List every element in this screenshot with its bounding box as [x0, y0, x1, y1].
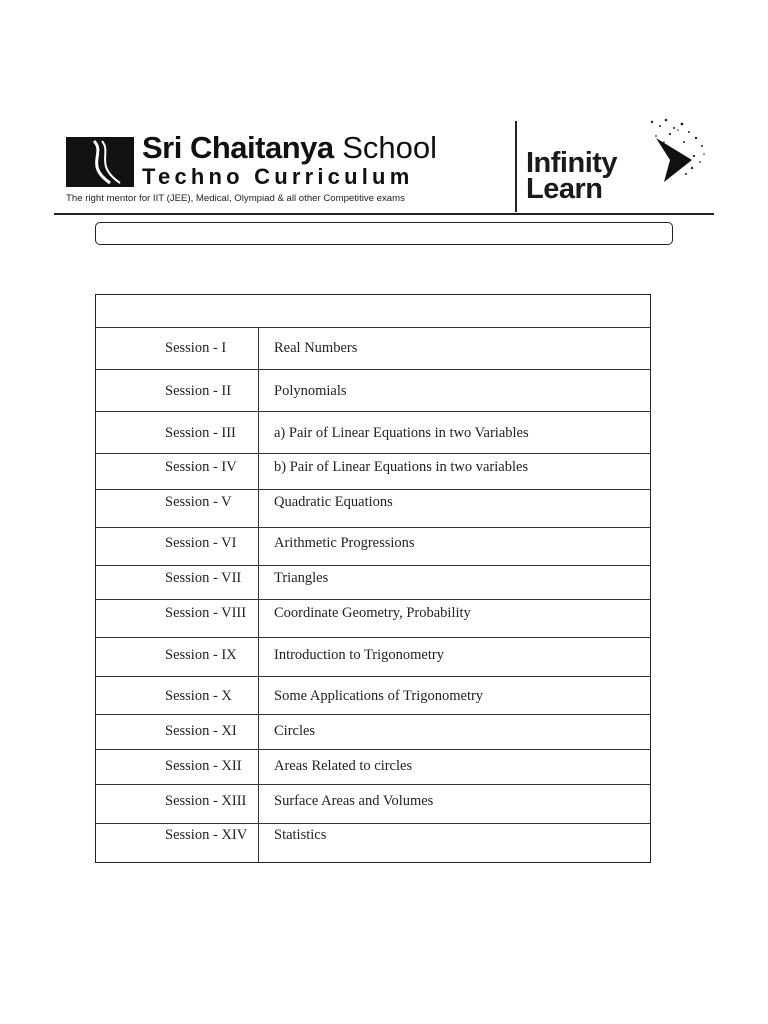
topic-label: a) Pair of Linear Equations in two Variables	[274, 425, 529, 441]
row-divider	[96, 823, 650, 824]
topic-label: Areas Related to circles	[274, 758, 413, 774]
brand-subtitle: Techno Curriculum	[142, 164, 414, 189]
row-divider	[96, 676, 650, 677]
session-label: Session - XIII	[165, 793, 247, 809]
row-divider	[96, 489, 650, 490]
session-label: Session - X	[165, 688, 232, 704]
session-label: Session - VIII	[165, 605, 247, 621]
brand-name: Sri Chaitanya	[142, 130, 334, 165]
partner-logo	[524, 116, 709, 212]
row-divider	[96, 527, 650, 528]
row-divider	[96, 714, 650, 715]
header-rule	[54, 213, 714, 215]
row-divider	[96, 411, 650, 412]
row-divider	[96, 784, 650, 785]
topic-label: Quadratic Equations	[274, 494, 393, 510]
header-divider	[515, 121, 517, 212]
topic-label: Polynomials	[274, 383, 347, 399]
session-label: Session - V	[165, 494, 232, 510]
topic-label: Real Numbers	[274, 340, 358, 356]
row-divider	[96, 453, 650, 454]
row-divider	[96, 599, 650, 600]
topic-label: Triangles	[274, 570, 329, 586]
topic-label: b) Pair of Linear Equations in two variables	[274, 459, 529, 475]
row-divider	[96, 565, 650, 566]
topic-label: Coordinate Geometry, Probability	[274, 605, 471, 621]
session-label: Session - VII	[165, 570, 242, 586]
topic-label: Surface Areas and Volumes	[274, 793, 434, 809]
column-divider	[258, 327, 259, 862]
topic-label: Introduction to Trigonometry	[274, 647, 444, 663]
session-label: Session - I	[165, 340, 227, 356]
brand-title	[142, 131, 437, 165]
row-divider	[96, 327, 650, 328]
page-header	[0, 0, 768, 260]
session-label: Session - III	[165, 425, 236, 441]
topic-label: Arithmetic Progressions	[274, 535, 415, 551]
session-label: Session - IV	[165, 459, 237, 475]
session-label: Session - II	[165, 383, 232, 399]
topic-label: Circles	[274, 723, 316, 739]
row-divider	[96, 369, 650, 370]
title-bar	[95, 222, 673, 245]
row-divider	[96, 637, 650, 638]
session-schedule-table	[95, 294, 651, 863]
session-label: Session - XIV	[165, 827, 248, 843]
session-label: Session - VI	[165, 535, 237, 551]
brand-school: School	[342, 130, 438, 165]
topic-label: Some Applications of Trigonometry	[274, 688, 484, 704]
road-emblem-icon	[68, 139, 132, 185]
partner-name-line1: Infinity	[526, 147, 618, 179]
school-logo	[66, 137, 134, 187]
session-label: Session - IX	[165, 647, 237, 663]
row-divider	[96, 749, 650, 750]
session-label: Session - XII	[165, 758, 242, 774]
brand-tagline: The right mentor for IIT (JEE), Medical, Olympiad & all other Competitive exams	[66, 193, 405, 204]
session-label: Session - XI	[165, 723, 237, 739]
topic-label: Statistics	[274, 827, 327, 843]
partner-name-line2: Learn	[526, 173, 603, 205]
